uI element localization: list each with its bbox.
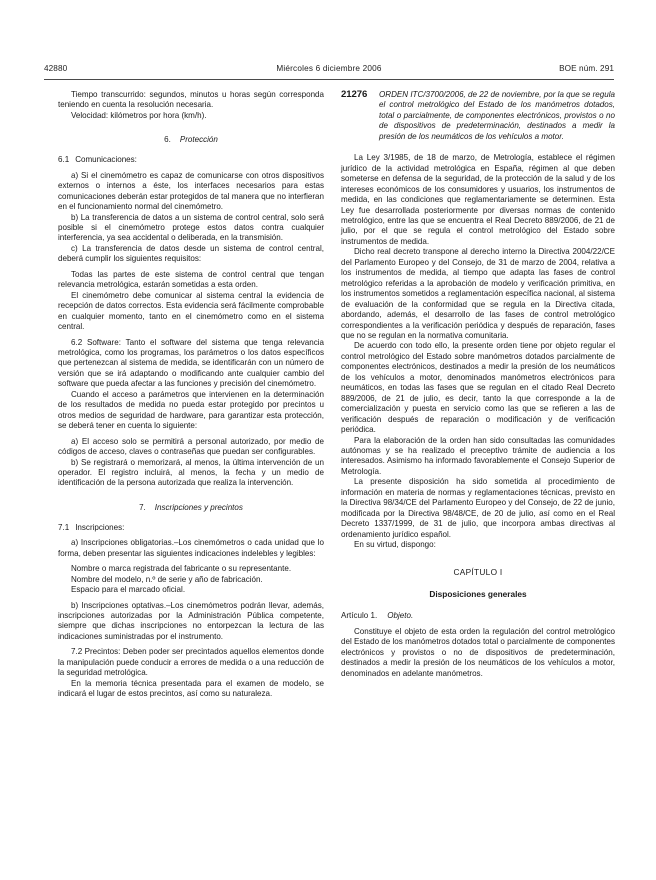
subsection-6-2-software: 6.2 Software: Tanto el software del sistema que tenga relevancia metrológica, como los programas, los parámetros o los datos específicos que pertenezcan al sistema de medida, se identificarán con un número de versión que se irá adaptando o modificando ante cualquier cambio del software que pueda afectar a las funciones y precisión del cinemómetro. <box>58 337 324 389</box>
article-label: Artículo 1. <box>341 611 378 621</box>
indication-fabricante: Nombre o marca registrada del fabricante o su representante. <box>71 564 292 574</box>
chapter-label: CAPÍTULO I <box>453 567 503 578</box>
subsection-heading-6-1 <box>58 155 324 165</box>
subsection-number-6-1: 6.1 <box>58 155 70 165</box>
issue-date: Miércoles 6 diciembre 2006 <box>276 64 382 73</box>
subsection-title-6-1: Comunicaciones: <box>75 155 137 165</box>
subsection-number-7-1: 7.1 <box>58 522 70 532</box>
paragraph-memoria-tecnica: En la memoria técnica presentada para el examen de modelo, se indicará el lugar de estos precintos, así como su naturaleza. <box>58 678 324 699</box>
preamble-paragraph-5: La presente disposición ha sido sometida al procedimiento de información en materia de normas y reglamentaciones técnicas, previsto en la Directiva 98/34/CE del Parlamento Europeo y del Consejo, de 22 de junio, modificada por la Directiva 98/48/CE, de 20 de julio, así como en el Real Decreto 1337/1999, de 31 de julio, que incorpora ambas directivas al ordenamiento jurídico español. <box>341 477 615 539</box>
item-6-2-b: b) Se registrará o memorizará, al menos, la última intervención de un operador. El registro incluirá, al menos, la fecha y un medio de identificación de la persona autorizada que realiza la intervención. <box>58 457 324 488</box>
indication-modelo: Nombre del modelo, n.º de serie y año de fabricación. <box>71 574 263 584</box>
item-6-1-b: b) La transferencia de datos a un sistema de control central, solo será posible si el cinemómetro protege estos datos contra cualquier interferencia, ya sea accidental o deliberada, en la transmisión. <box>58 212 324 243</box>
page-number: 42880 <box>44 64 68 73</box>
preamble-paragraph-6: En su virtud, dispongo: <box>354 540 436 550</box>
item-6-2-a: a) El acceso solo se permitirá a personal autorizado, por medio de códigos de acceso, claves o contraseñas que puedan ser configurables. <box>58 436 324 457</box>
preamble-paragraph-3: De acuerdo con todo ello, la presente orden tiene por objeto regular el control metrológico del Estado sobre manómetros dotados parcialmente de componentes electrónicos, destinados a medir la presión de los neumáticos de los vehículos a motor, denominados manómetros electrónicos para neumáticos, en todas las fases que se regulan en el citado Real Decreto 889/2006, de 21 de julio, es decir, tanto la que corresponde a la de comercialización y puesta en servicio como las que se refieren a las de verificación después de reparación o modificación y de verificación periódica. <box>341 341 615 435</box>
entry-title: ORDEN ITC/3700/2006, de 22 de noviembre, por la que se regula el control metrológico del Estado de los manómetros dotados, total o parcialmente, de componentes electrónicos, provistos o no de dispositivos de predeterminación, destinados a medir la presión de los neumáticos de los vehículos a motor. <box>379 90 615 141</box>
legal-entry <box>341 90 615 142</box>
entry-preamble <box>341 153 615 550</box>
article-body: Constituye el objeto de esta orden la regulación del control metrológico del Estado de los manómetros dotados total o parcialmente de componentes electrónicos y provistos o no de dispositivos de predeterminación, destinados a medir la presión de los neumáticos de los vehículos a motor, denominados en adelante manómetros. <box>341 626 615 678</box>
header-divider <box>44 79 614 80</box>
section-title-7: Inscripciones y precintos <box>154 502 243 512</box>
paragraph-partes-sistema: Todas las partes de este sistema de control central que tengan relevancia metrológica, estarán sometidas a esta orden. <box>58 269 324 290</box>
item-6-1-a: a) Si el cinemómetro es capaz de comunicarse con otros dispositivos externos o internos a éste, los interfaces necesarios para estas comunicaciones deberán estar protegidos de tal manera que no interfieran en el funcionamiento normal del cinemómetro. <box>58 170 324 212</box>
item-7-1-a: a) Inscripciones obligatorias.–Los cinemómetros o cada unidad que lo forma, deben presentar las siguientes indicaciones indelebles y legibles: <box>58 538 324 558</box>
publication-reference: BOE núm. 291 <box>559 64 614 73</box>
paragraph-evidencia: El cinemómetro debe comunicar al sistema central la evidencia de recepción de datos correctos. Esta evidencia será fácilmente comprobable en cualquier momento, tanto en el cinemómetro como en el sistema central. <box>58 290 324 332</box>
right-column <box>341 90 615 679</box>
item-6-1-c: c) La transferencia de datos desde un sistema de control central, deberá cumplir los siguientes requisitos: <box>58 243 324 264</box>
paragraph-velocidad: Velocidad: kilómetros por hora (km/h). <box>71 110 207 120</box>
section-number-7: 7. <box>139 502 146 512</box>
preamble-paragraph-2: Dicho real decreto transpone al derecho interno la Directiva 2004/22/CE del Parlamento Europeo y del Consejo, de 31 de marzo de 2004, relativa a los instrumentos de medida, al tiempo que adapta las fases de control metrológico referidas a la aprobación de modelo y verificación primitiva, en los instrumentos sometidos a reglamentación específica nacional, al sistema de evaluación de la conformidad que se regula en la Directiva citada, abordando, además, el desarrollo de las fases de control metrológico correspondientes a la verificación periódica y después de reparación, fases que no se regulan en la normativa comunitaria. <box>341 247 615 340</box>
indication-marcado: Espacio para el marcado oficial. <box>71 585 186 595</box>
item-7-1-b: b) Inscripciones optativas.–Los cinemómetros podrán llevar, además, inscripciones autorizadas por la Administración Pública competente, siempre que dichas inscripciones no entorpezcan la lectura de las indicaciones suministradas por el instrumento. <box>58 600 324 641</box>
preamble-paragraph-1: La Ley 3/1985, de 18 de marzo, de Metrología, establece el régimen jurídico de la actividad metrológica en España, régimen al que deben someterse en defensa de la seguridad, de la protección de la salud y de los intereses económicos de los consumidores y usuarios, los instrumentos de medida, en las condiciones que reglamentariamente se determinen. Esta Ley fue desarrollada posteriormente por diversas normas de contenido metrológico, entre las que se encuentra el Real Decreto 889/2006, de 21 de julio, por el que se regula el control metrológico del Estado sobre instrumentos de medida. <box>341 153 615 246</box>
subsection-title-7-1: Inscripciones: <box>75 522 125 532</box>
paragraph-acceso-parametros: Cuando el acceso a parámetros que intervienen en la determinación de los resultados de medida no pueda estar protegido por precintos u otros medios de seguridad de hardware, para garantizar esta protección, se deberá tener en cuenta lo siguiente: <box>58 389 324 431</box>
section-heading-7 <box>58 503 324 513</box>
section-number-6: 6. <box>164 135 171 145</box>
left-column <box>58 90 324 700</box>
section-heading-6 <box>58 135 324 145</box>
chapter-title: Disposiciones generales <box>429 588 527 599</box>
subsection-7-2-precintos: 7.2 Precintos: Deben poder ser precintados aquellos elementos donde la manipulación puede conducir a errores de medida o a una reducción de la seguridad metrológica. <box>58 647 324 678</box>
subsection-heading-7-1 <box>58 523 324 533</box>
entry-number: 21276 <box>341 89 368 100</box>
preamble-paragraph-4: Para la elaboración de la orden han sido consultadas las comunidades autónomas y se ha realizado el preceptivo trámite de audiencia a los interesados. Asimismo ha informado favorablemente el Consejo Superior de Metrología. <box>341 435 615 476</box>
article-heading <box>341 611 615 621</box>
running-head <box>44 64 614 80</box>
section-title-6: Protección <box>179 135 218 145</box>
article-title: Objeto. <box>387 611 414 621</box>
paragraph-tiempo: Tiempo transcurrido: segundos, minutos u horas según corresponda teniendo en cuenta la resolución necesaria. <box>58 90 324 110</box>
